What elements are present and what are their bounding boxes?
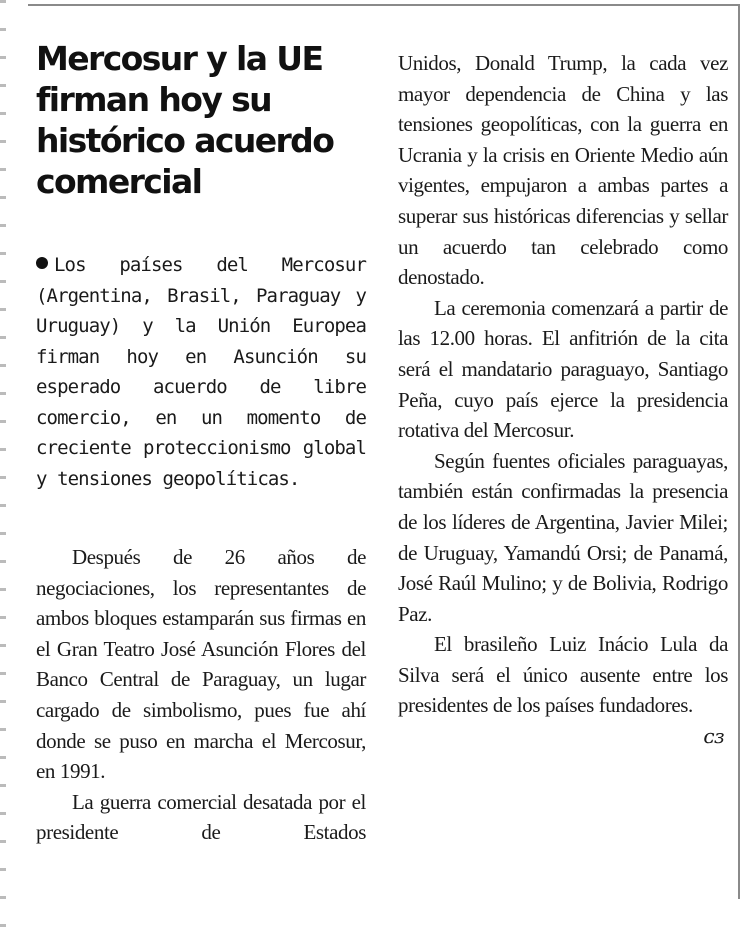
top-rule bbox=[28, 4, 740, 6]
article-lead bbox=[36, 250, 366, 494]
paragraph-2-continued: Unidos, Donald Trump, la cada vez mayor dependencia de China y las tensiones geopolíticas, con la guerra en Ucrania y la crisis en Oriente Medio aún vigentes, empujaron a ambas partes a superar sus históricas diferencias y sellar un acuerdo tan celebrado como denostado. bbox=[398, 51, 728, 290]
right-body bbox=[398, 48, 728, 752]
paragraph-2-start: La guerra comercial desatada por el presidente de Estados bbox=[36, 789, 366, 845]
end-mark-icon: ᴄɜ bbox=[703, 724, 724, 749]
paragraph-1: Después de 26 años de negociaciones, los representantes de ambos bloques estamparán sus firmas en el Gran Teatro José Asunción Flores del Banco Central de Paraguay, un lugar cargado de simbolismo, pues fue ahí donde se puso en marcha el Mercosur, en 1991. bbox=[36, 545, 366, 784]
page-margin-dots bbox=[0, 0, 6, 940]
paragraph-4: Según fuentes oficiales paraguayas, también están confirmadas la presencia de los líderes de Argentina, Javier Milei; de Uruguay, Yamandú Orsi; de Panamá, José Raúl Mulino; y de Bolivia, Rodrigo Paz. bbox=[398, 448, 728, 626]
left-body bbox=[36, 542, 366, 848]
right-rule bbox=[738, 4, 740, 899]
paragraph-5 bbox=[398, 629, 728, 749]
lead-text: Los países del Mercosur (Argentina, Brasil, Paraguay y Uruguay) y la Unión Europea firman hoy en Asunción su esperado acuerdo de libre comercio, en un momento de creciente proteccionismo global y tensiones geopolíticas. bbox=[36, 254, 366, 490]
paragraph-5-text: El brasileño Luiz Inácio Lula da Silva será el único ausente entre los presidentes de los países fundadores. bbox=[398, 632, 728, 718]
bullet-icon bbox=[36, 257, 48, 269]
paragraph-3: La ceremonia comenzará a partir de las 12.00 horas. El anfitrión de la cita será el mandatario paraguayo, Santiago Peña, cuyo país ejerce la presidencia rotativa del Mercosur. bbox=[398, 295, 728, 443]
article-headline: Mercosur y la UE firman hoy su histórico acuerdo comercial bbox=[36, 39, 334, 201]
